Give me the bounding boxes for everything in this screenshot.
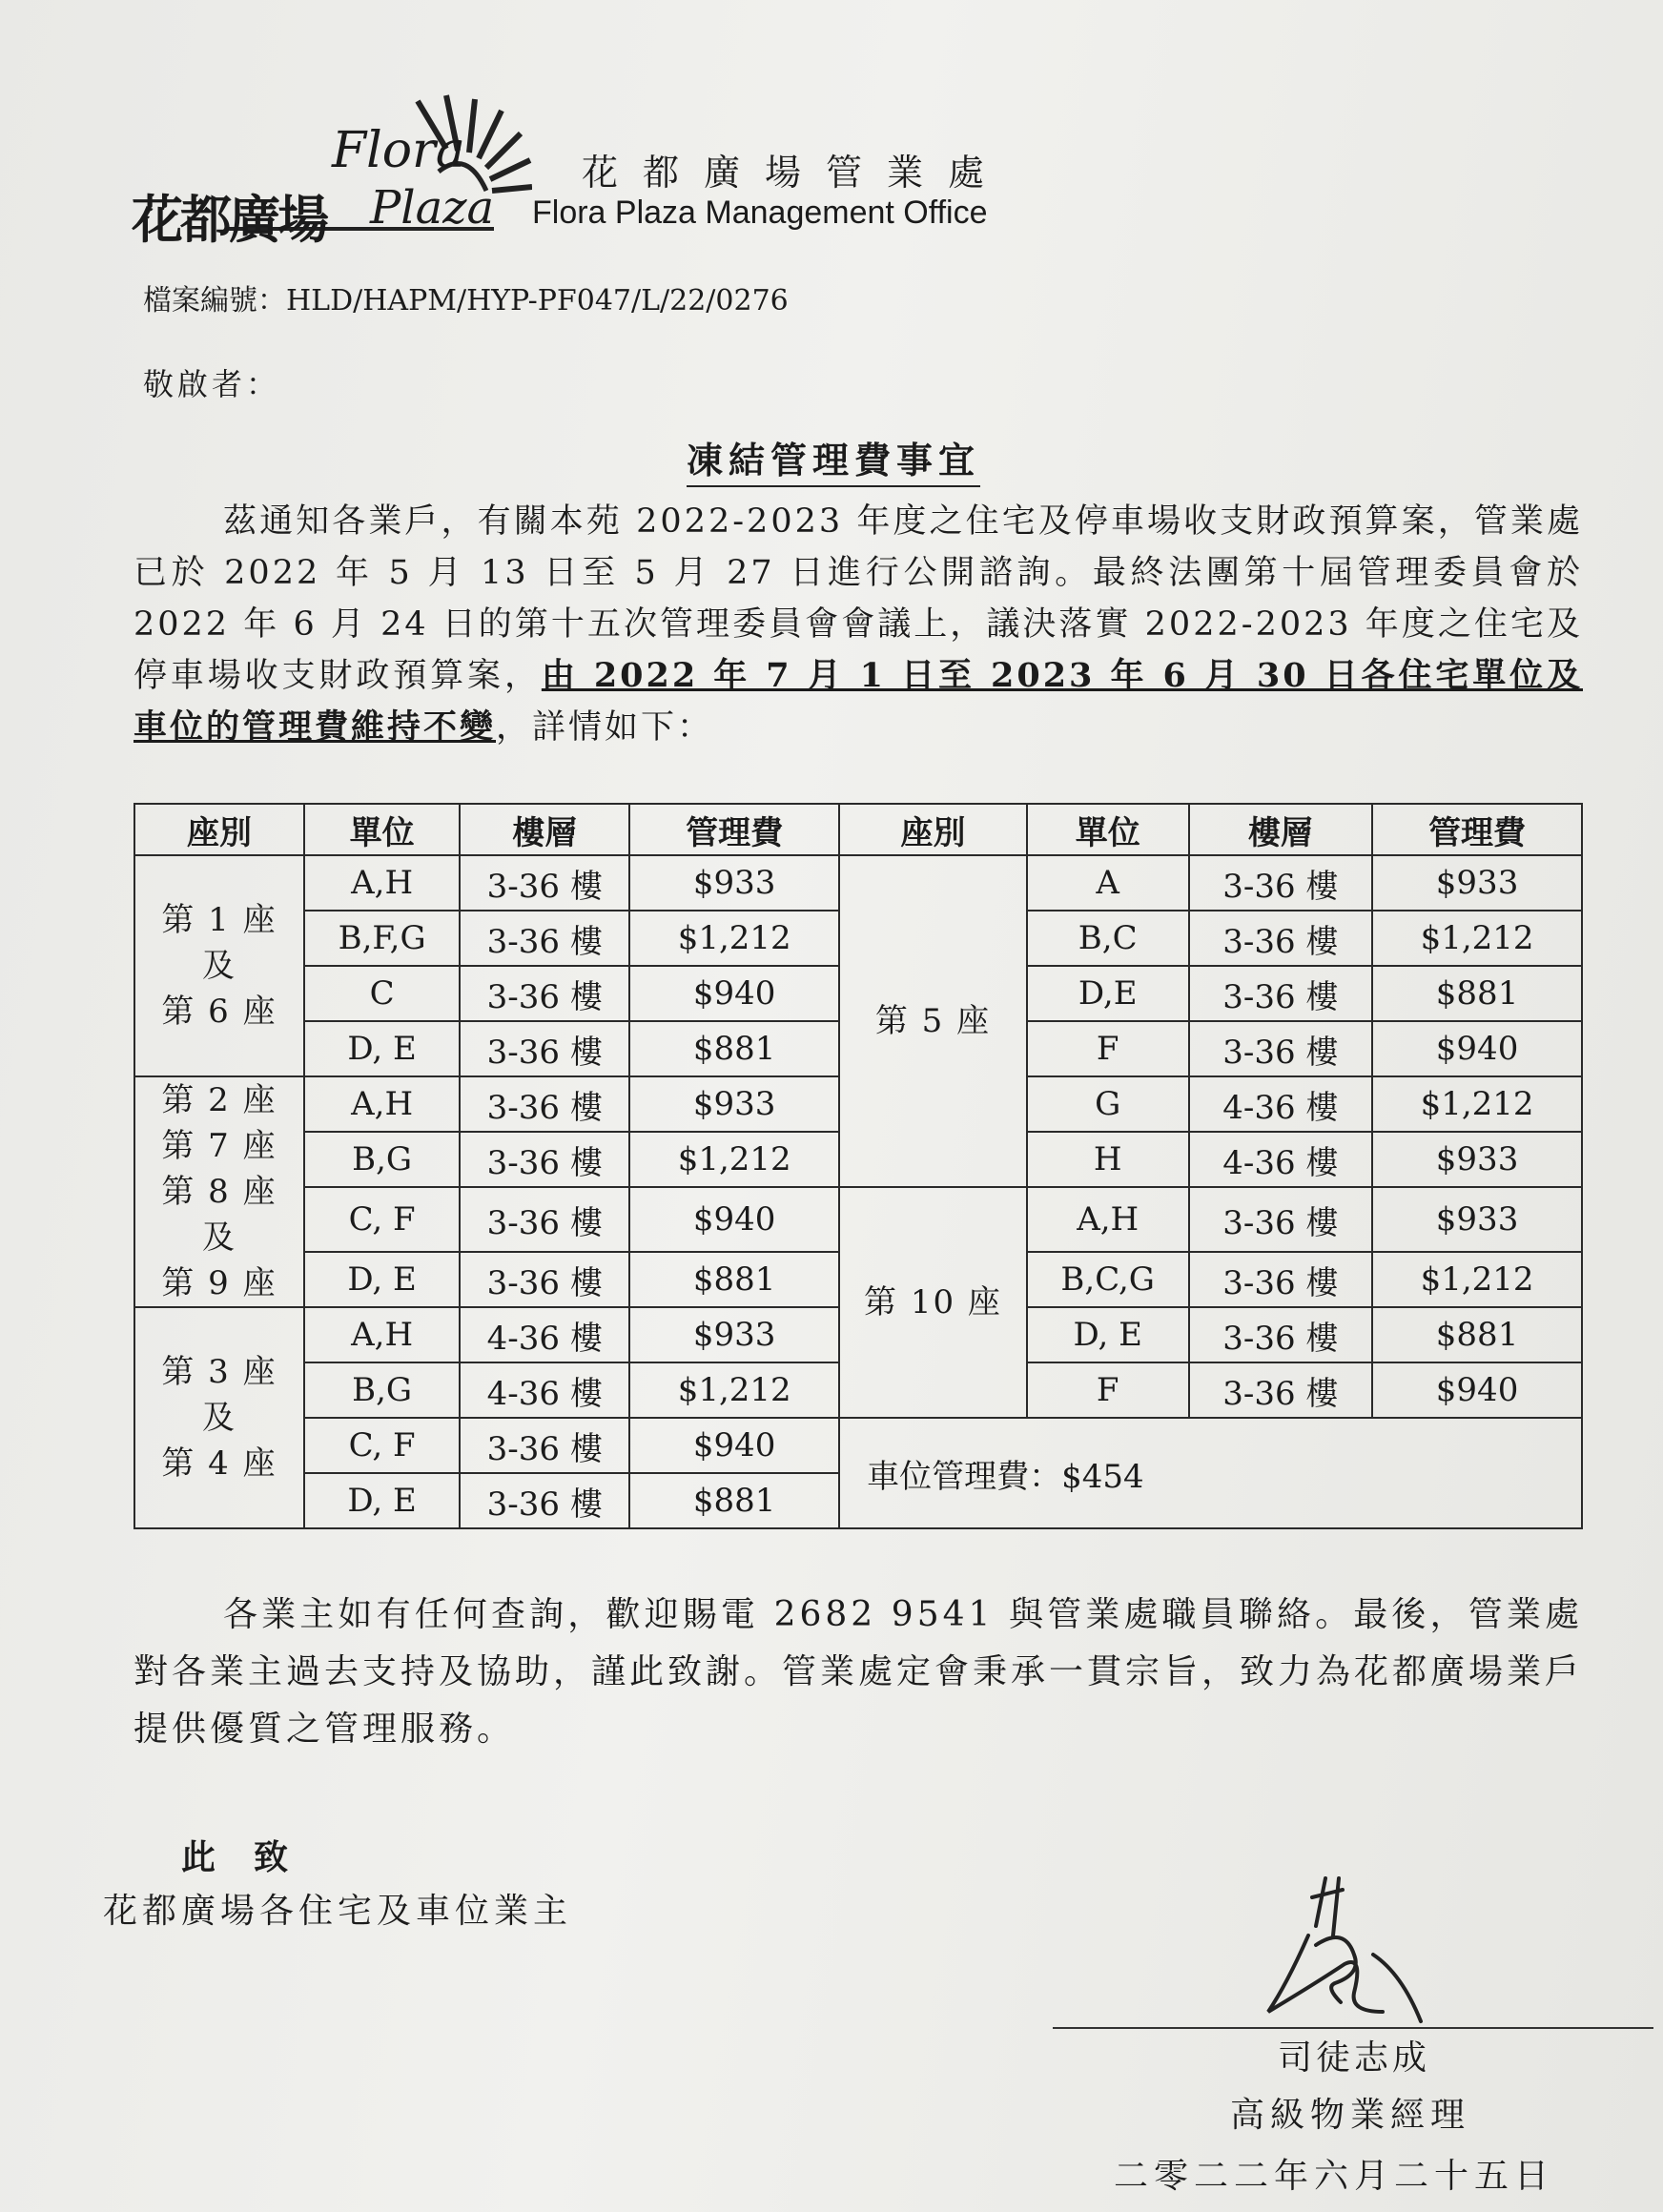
salutation: 敬啟者： bbox=[143, 366, 281, 402]
header-unit: 單位 bbox=[304, 804, 460, 855]
header-floor: 樓層 bbox=[1189, 804, 1373, 855]
fee-cell: $881 bbox=[1372, 1307, 1582, 1362]
fee-cell: $881 bbox=[629, 1021, 839, 1076]
floor-cell: 4-36 樓 bbox=[460, 1362, 629, 1418]
floor-cell: 3-36 樓 bbox=[460, 1021, 629, 1076]
letter-subject: 凍結管理費事宜 bbox=[687, 431, 980, 487]
fee-cell: $881 bbox=[1372, 966, 1582, 1021]
unit-cell: B,G bbox=[304, 1132, 460, 1187]
signer-name: 司徒志成 bbox=[1278, 2038, 1431, 2078]
floor-cell: 3-36 樓 bbox=[460, 911, 629, 966]
fee-cell: $940 bbox=[1372, 1362, 1582, 1418]
fee-cell: $1,212 bbox=[1372, 911, 1582, 966]
floor-cell: 3-36 樓 bbox=[1189, 1307, 1373, 1362]
notice-highlight: 由 2022 年 7 月 1 日至 2023 年 6 月 30 日各住宅單位及車位的管理費維持不變 bbox=[133, 656, 1583, 747]
block-label: 第 2 座 第 7 座 第 8 座 及 第 9 座 bbox=[161, 1081, 277, 1302]
management-fee-table bbox=[133, 803, 1583, 1529]
block-label: 第 3 座 及 第 4 座 bbox=[161, 1353, 277, 1483]
floor-cell: 3-36 樓 bbox=[1189, 1362, 1373, 1418]
floor-cell: 3-36 樓 bbox=[1189, 1252, 1373, 1307]
unit-cell: D, E bbox=[304, 1252, 460, 1307]
fee-cell: $1,212 bbox=[629, 911, 839, 966]
floor-cell: 3-36 樓 bbox=[460, 1187, 629, 1252]
fee-cell: $933 bbox=[1372, 1132, 1582, 1187]
floor-cell: 3-36 樓 bbox=[1189, 911, 1373, 966]
block-cell bbox=[134, 855, 304, 1076]
fee-cell: $940 bbox=[629, 1418, 839, 1473]
unit-cell: B,F,G bbox=[304, 911, 460, 966]
office-name-english: Flora Plaza Management Office bbox=[532, 195, 988, 231]
unit-cell: D, E bbox=[304, 1021, 460, 1076]
signer-position: 高級物業經理 bbox=[1230, 2096, 1471, 2135]
fee-cell: $933 bbox=[629, 1076, 839, 1132]
recipient: 花都廣場各住宅及車位業主 bbox=[103, 1892, 573, 1931]
unit-cell: D, E bbox=[1027, 1307, 1189, 1362]
unit-cell: G bbox=[1027, 1076, 1189, 1132]
table-row bbox=[134, 1187, 1582, 1252]
unit-cell: A,H bbox=[304, 855, 460, 911]
fee-cell: $881 bbox=[629, 1252, 839, 1307]
unit-cell: F bbox=[1027, 1362, 1189, 1418]
unit-cell: B,G bbox=[304, 1362, 460, 1418]
fee-cell: $1,212 bbox=[629, 1132, 839, 1187]
floor-cell: 3-36 樓 bbox=[460, 1076, 629, 1132]
unit-cell: A,H bbox=[1027, 1187, 1189, 1252]
floor-cell: 3-36 樓 bbox=[1189, 1187, 1373, 1252]
floor-cell: 4-36 樓 bbox=[1189, 1076, 1373, 1132]
block-label: 第 1 座 及 第 6 座 bbox=[161, 901, 277, 1031]
block-cell bbox=[134, 1307, 304, 1528]
floor-cell: 4-36 樓 bbox=[460, 1307, 629, 1362]
block-label: 第 5 座 bbox=[874, 1002, 992, 1040]
floor-cell: 3-36 樓 bbox=[1189, 855, 1373, 911]
table-row bbox=[134, 855, 1582, 911]
table-header-row bbox=[134, 804, 1582, 855]
closing-cizhi: 此致 bbox=[181, 1837, 327, 1877]
fee-cell: $940 bbox=[1372, 1021, 1582, 1076]
unit-cell: C bbox=[304, 966, 460, 1021]
header-fee: 管理費 bbox=[1372, 804, 1582, 855]
fee-cell: $933 bbox=[1372, 855, 1582, 911]
header-block: 座別 bbox=[839, 804, 1027, 855]
letter-date: 二零二二年六月二十五日 bbox=[1114, 2157, 1555, 2196]
unit-cell: C, F bbox=[304, 1187, 460, 1252]
header-unit: 單位 bbox=[1027, 804, 1189, 855]
notice-tail: ，詳情如下： bbox=[496, 708, 714, 747]
block-label: 第 10 座 bbox=[864, 1283, 1002, 1321]
fee-cell: $933 bbox=[629, 855, 839, 911]
logo-flora-text: Flora bbox=[332, 122, 465, 179]
notice-paragraph bbox=[133, 496, 1583, 753]
unit-cell: A bbox=[1027, 855, 1189, 911]
floor-cell: 4-36 樓 bbox=[1189, 1132, 1373, 1187]
unit-cell: C, F bbox=[304, 1418, 460, 1473]
logo-plaza-text: Plaza bbox=[370, 181, 495, 235]
header-block: 座別 bbox=[134, 804, 304, 855]
floor-cell: 3-36 樓 bbox=[460, 1252, 629, 1307]
fee-cell: $1,212 bbox=[1372, 1076, 1582, 1132]
unit-cell: F bbox=[1027, 1021, 1189, 1076]
fee-cell: $1,212 bbox=[629, 1362, 839, 1418]
unit-cell: A,H bbox=[304, 1307, 460, 1362]
handwritten-signature bbox=[1259, 1869, 1430, 2031]
fee-cell: $881 bbox=[629, 1473, 839, 1528]
fee-cell: $1,212 bbox=[1372, 1252, 1582, 1307]
unit-cell: H bbox=[1027, 1132, 1189, 1187]
unit-cell: B,C bbox=[1027, 911, 1189, 966]
block-cell bbox=[134, 1076, 304, 1307]
notice-text: 茲通知各業戶，有關本苑 2022-2023 年度之住宅及停車場收支財政預算案，管業處已於 2022 年 5 月 13 日至 5 月 27 日進行公開諮詢。最終法團第十屆管理委員會於 2022 年 6 月 24 日的第十五次管理委員會會議上，議決落實 2022-2023 年度之住宅及停車場收支財政預算案， bbox=[133, 502, 1583, 695]
block-cell bbox=[839, 1187, 1027, 1418]
enquiry-paragraph: 各業主如有任何查詢，歡迎賜電 2682 9541 與管業處職員聯絡。最後，管業處對各業主過去支持及協助，謹此致謝。管業處定會秉承一貫宗旨，致力為花都廣場業戶提供優質之管理服務。 bbox=[133, 1595, 1584, 1749]
fee-cell: $940 bbox=[629, 1187, 839, 1252]
unit-cell: B,C,G bbox=[1027, 1252, 1189, 1307]
table-row bbox=[134, 1418, 1582, 1473]
signature-line bbox=[1053, 2027, 1653, 2029]
unit-cell: D, E bbox=[304, 1473, 460, 1528]
header-floor: 樓層 bbox=[460, 804, 629, 855]
floor-cell: 3-36 樓 bbox=[1189, 966, 1373, 1021]
floor-cell: 3-36 樓 bbox=[1189, 1021, 1373, 1076]
header-fee: 管理費 bbox=[629, 804, 839, 855]
floor-cell: 3-36 樓 bbox=[460, 966, 629, 1021]
fee-cell: $940 bbox=[629, 966, 839, 1021]
carpark-fee-cell: 車位管理費：$454 bbox=[839, 1418, 1582, 1528]
logo-chinese-name: 花都廣場 bbox=[132, 190, 326, 250]
floor-cell: 3-36 樓 bbox=[460, 1473, 629, 1528]
fee-cell: $933 bbox=[1372, 1187, 1582, 1252]
block-cell bbox=[839, 855, 1027, 1187]
unit-cell: A,H bbox=[304, 1076, 460, 1132]
file-number: 檔案編號：HLD/HAPM/HYP-PF047/L/22/0276 bbox=[143, 284, 789, 317]
floor-cell: 3-36 樓 bbox=[460, 855, 629, 911]
unit-cell: D,E bbox=[1027, 966, 1189, 1021]
floor-cell: 3-36 樓 bbox=[460, 1418, 629, 1473]
floor-cell: 3-36 樓 bbox=[460, 1132, 629, 1187]
fee-cell: $933 bbox=[629, 1307, 839, 1362]
office-name-chinese: 花都廣場管業處 bbox=[582, 152, 1010, 194]
